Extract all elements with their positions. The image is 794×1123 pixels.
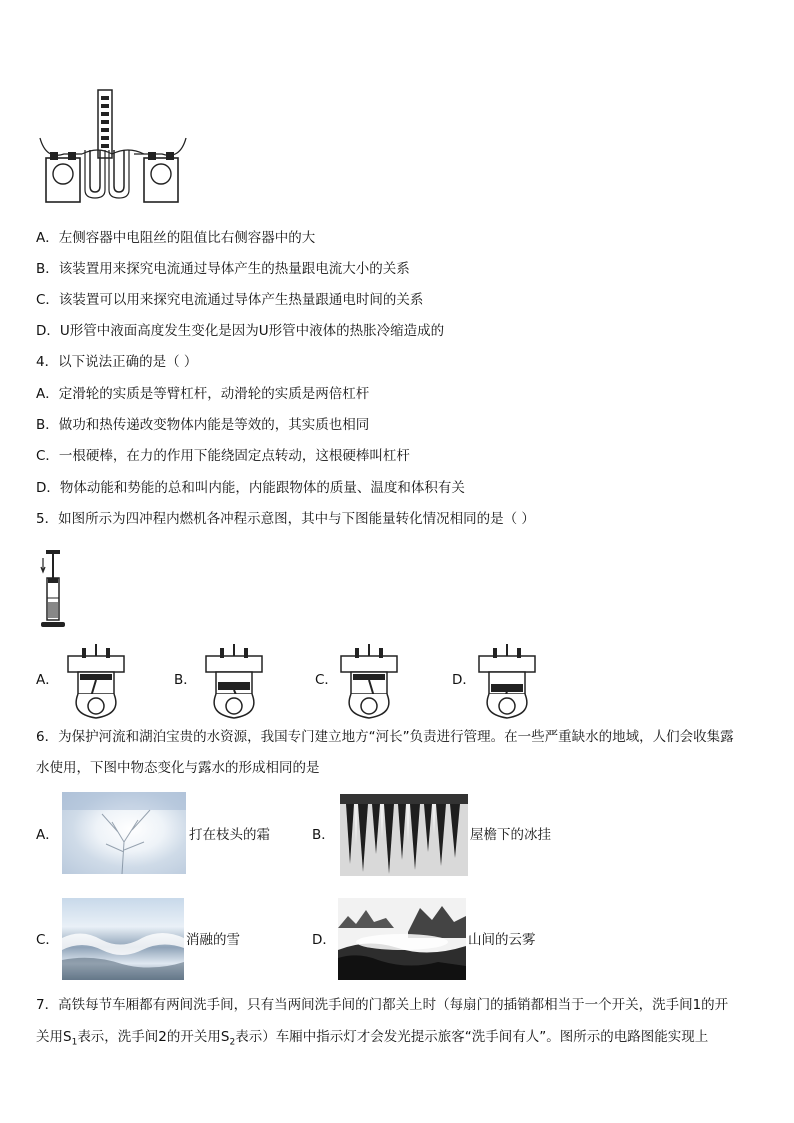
switch-s2-subscript: 2 [229,1037,236,1048]
q7-line-2-part-c: 表示）车厢中指示灯才会发光提示旅客“洗手间有人”。图所示的电路图能实现上 [235,1029,709,1045]
engine-stroke-a-diagram [64,642,128,722]
q7-line-2-part-b: 表示，洗手间2的开关用S [77,1029,230,1045]
air-pump-compression-figure [38,548,68,632]
q5-stem: 5．如图所示为四冲程内燃机各冲程示意图，其中与下图能量转化情况相同的是（ ） [36,511,535,527]
q3-option-d: D．U形管中液面高度发生变化是因为U形管中液体的热胀冷缩造成的 [36,323,445,339]
switch-s1-subscript: 1 [71,1037,78,1048]
q6-option-d-label: D． [312,932,336,948]
q4-stem: 4．以下说法正确的是（ ） [36,354,198,370]
frost-on-branches-photo [62,792,186,874]
engine-stroke-d-diagram [475,642,539,722]
q6-option-a-label: A． [36,827,59,843]
q6-option-b-caption: 屋檐下的冰挂 [470,827,551,843]
melting-snow-photo [62,898,184,980]
q4-option-d: D．物体动能和势能的总和叫内能，内能跟物体的质量、温度和体积有关 [36,480,465,496]
q5-option-b-label: B． [174,672,197,688]
icicles-under-eaves-photo [340,794,468,876]
q6-option-a-caption: 打在枝头的霜 [189,827,270,843]
joule-heating-apparatus-figure [38,88,188,206]
q6-option-c-caption: 消融的雪 [186,932,240,948]
q6-option-b-label: B． [312,827,335,843]
q3-option-a: A．左侧容器中电阻丝的阻值比右侧容器中的大 [36,230,316,246]
q3-option-b: B．该装置用来探究电流通过导体产生的热量跟电流大小的关系 [36,261,410,277]
q3-option-c: C．该装置可以用来探究电流通过导体产生热量跟通电时间的关系 [36,292,424,308]
mountain-fog-photo [338,898,466,980]
q7-line-2-part-a: 关用S [36,1029,72,1045]
q4-option-a: A．定滑轮的实质是等臂杠杆，动滑轮的实质是两倍杠杆 [36,386,370,402]
q5-option-a-label: A． [36,672,59,688]
q6-option-c-label: C． [36,932,59,948]
q4-option-c: C．一根硬棒，在力的作用下能绕固定点转动，这根硬棒叫杠杆 [36,448,410,464]
engine-stroke-b-diagram [202,642,266,722]
q5-option-c-label: C． [315,672,338,688]
q7-line-2 [36,1027,708,1053]
q5-option-d-label: D． [452,672,476,688]
q6-stem-line-2: 水使用，下图中物态变化与露水的形成相同的是 [36,760,320,776]
engine-stroke-c-diagram [337,642,401,722]
q7-line-1: 7．高铁每节车厢都有两间洗手间，只有当两间洗手间的门都关上时（每扇门的插销都相当于一个开关，洗手间1的开 [36,997,729,1013]
q4-option-b: B．做功和热传递改变物体内能是等效的，其实质也相同 [36,417,370,433]
q6-option-d-caption: 山间的云雾 [468,932,536,948]
q6-stem-line-1: 6．为保护河流和湖泊宝贵的水资源，我国专门建立地方“河长”负责进行管理。在一些严重缺水的地域，人们会收集露 [36,729,734,745]
